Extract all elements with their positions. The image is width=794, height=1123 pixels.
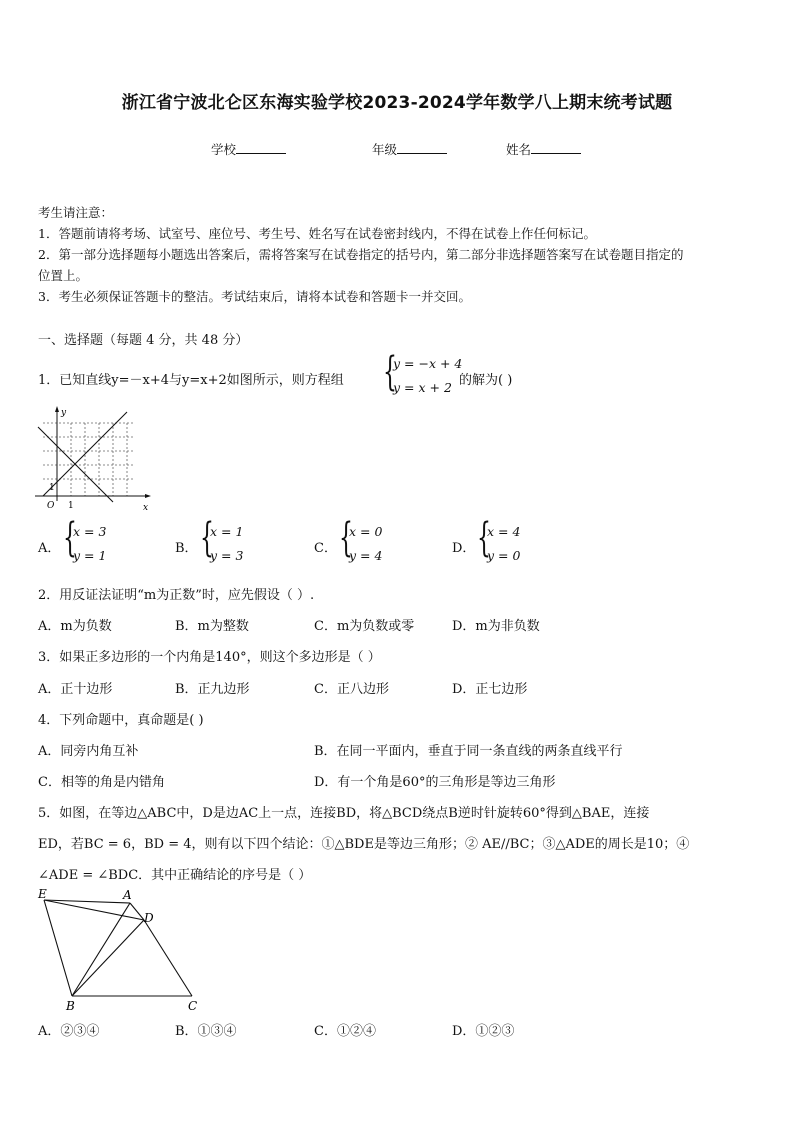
q3-option-b[interactable]: B．正九边形 bbox=[175, 682, 250, 697]
notice-item: 3．考生必须保证答题卡的整洁。考试结束后，请将本试卷和答题卡一并交回。 bbox=[38, 289, 471, 304]
segment-bd bbox=[72, 920, 144, 996]
q5-figure bbox=[34, 884, 214, 1016]
x-label: x bbox=[143, 503, 149, 513]
notice-item: 位置上。 bbox=[38, 268, 89, 283]
x-arrow-icon bbox=[145, 494, 151, 498]
q1-option-b-l1: x = 1 bbox=[210, 524, 244, 539]
q5-stem-line1: 5．如图，在等边△ABC中，D是边AC上一点，连接BD，将△BCD绕点B逆时针旋转60°得到△BAE，连接 bbox=[38, 806, 650, 821]
q1-option-a-label[interactable]: A． bbox=[38, 541, 61, 556]
point-d-label: D bbox=[144, 911, 154, 925]
brace-icon: { bbox=[383, 349, 397, 395]
point-e-label: E bbox=[38, 887, 47, 901]
q4-option-b[interactable]: B．在同一平面内，垂直于同一条直线的两条直线平行 bbox=[314, 744, 623, 759]
q1-option-c-label[interactable]: C． bbox=[314, 541, 337, 556]
q4-stem: 4．下列命题中，真命题是( ) bbox=[38, 713, 204, 728]
q4-option-d[interactable]: D．有一个角是60°的三角形是等边三角形 bbox=[314, 775, 556, 790]
q2-option-b[interactable]: B．m为整数 bbox=[175, 619, 249, 634]
q1-eq1: y = −x + 4 bbox=[393, 356, 463, 371]
q1-option-b-l2: y = 3 bbox=[210, 548, 244, 563]
notice-item: 2．第一部分选择题每小题选出答案后，需将答案写在试卷指定的括号内，第二部分非选择题答案写在试卷题目指定的 bbox=[38, 247, 684, 262]
q3-stem: 3．如果正多边形的一个内角是140°，则这个多边形是（ ） bbox=[38, 650, 381, 665]
q4-option-a[interactable]: A．同旁内角互补 bbox=[38, 744, 139, 759]
q3-option-c[interactable]: C．正八边形 bbox=[314, 682, 389, 697]
q5-stem-line2: ED，若BC = 6，BD = 4，则有以下四个结论：①△BDE是等边三角形；② AE//BC；③△ADE的周长是10；④ bbox=[38, 837, 690, 852]
brace-icon: { bbox=[63, 515, 77, 561]
point-b-label: B bbox=[66, 999, 75, 1013]
q2-stem: 2．用反证法证明“m为正数”时，应先假设（ ）. bbox=[38, 588, 315, 603]
y-arrow-icon bbox=[55, 406, 59, 412]
q5-option-a[interactable]: A．②③④ bbox=[38, 1024, 100, 1039]
q1-graph bbox=[30, 403, 160, 513]
name-field[interactable]: 姓名 bbox=[506, 140, 581, 158]
segment-eb bbox=[44, 900, 72, 996]
q1-stem: 1．已知直线y=－x+4与y=x+2如图所示，则方程组 bbox=[38, 373, 344, 388]
q2-option-d[interactable]: D．m为非负数 bbox=[452, 619, 540, 634]
y-one-label: 1 bbox=[49, 483, 55, 493]
q1-option-d-l1: x = 4 bbox=[487, 524, 521, 539]
q3-option-a[interactable]: A．正十边形 bbox=[38, 682, 113, 697]
school-field[interactable]: 学校 bbox=[211, 140, 286, 158]
brace-icon: { bbox=[200, 515, 214, 561]
brace-icon: { bbox=[339, 515, 353, 561]
section-heading: 一、选择题（每题 4 分，共 48 分） bbox=[38, 333, 249, 348]
page-title: 浙江省宁波北仑区东海实验学校2023-2024学年数学八上期末统考试题 bbox=[121, 93, 673, 113]
point-c-label: C bbox=[188, 999, 198, 1013]
q1-option-a-l1: x = 3 bbox=[73, 524, 107, 539]
q1-option-a-l2: y = 1 bbox=[73, 548, 107, 563]
notice-item: 1．答题前请将考场、试室号、座位号、考生号、姓名写在试卷密封线内，不得在试卷上作任何标记。 bbox=[38, 226, 596, 241]
point-a-label: A bbox=[123, 888, 132, 902]
segment-dc bbox=[144, 920, 192, 996]
q2-option-a[interactable]: A．m为负数 bbox=[38, 619, 112, 634]
y-label: y bbox=[61, 408, 67, 418]
q5-option-b[interactable]: B．①③④ bbox=[175, 1024, 237, 1039]
q1-tail: 的解为( ) bbox=[459, 373, 513, 388]
q5-option-c[interactable]: C．①②④ bbox=[314, 1024, 376, 1039]
q1-option-b-label[interactable]: B． bbox=[175, 541, 198, 556]
grade-field[interactable]: 年级 bbox=[372, 140, 447, 158]
q5-option-d[interactable]: D．①②③ bbox=[452, 1024, 515, 1039]
q4-option-c[interactable]: C．相等的角是内错角 bbox=[38, 775, 165, 790]
q1-option-c-l1: x = 0 bbox=[349, 524, 383, 539]
q1-eq2: y = x + 2 bbox=[393, 380, 452, 395]
q1-option-d-l2: y = 0 bbox=[487, 548, 521, 563]
q1-option-d-label[interactable]: D． bbox=[452, 541, 476, 556]
q1-option-c-l2: y = 4 bbox=[349, 548, 383, 563]
q2-option-c[interactable]: C．m为负数或零 bbox=[314, 619, 415, 634]
q3-option-d[interactable]: D．正七边形 bbox=[452, 682, 528, 697]
segment-ab bbox=[72, 903, 130, 996]
origin-label: O bbox=[47, 501, 55, 511]
brace-icon: { bbox=[477, 515, 491, 561]
notice-heading: 考生请注意： bbox=[38, 205, 114, 220]
x-one-label: 1 bbox=[68, 501, 74, 511]
q5-stem-line3: ∠ADE = ∠BDC．其中正确结论的序号是（ ） bbox=[38, 868, 312, 883]
